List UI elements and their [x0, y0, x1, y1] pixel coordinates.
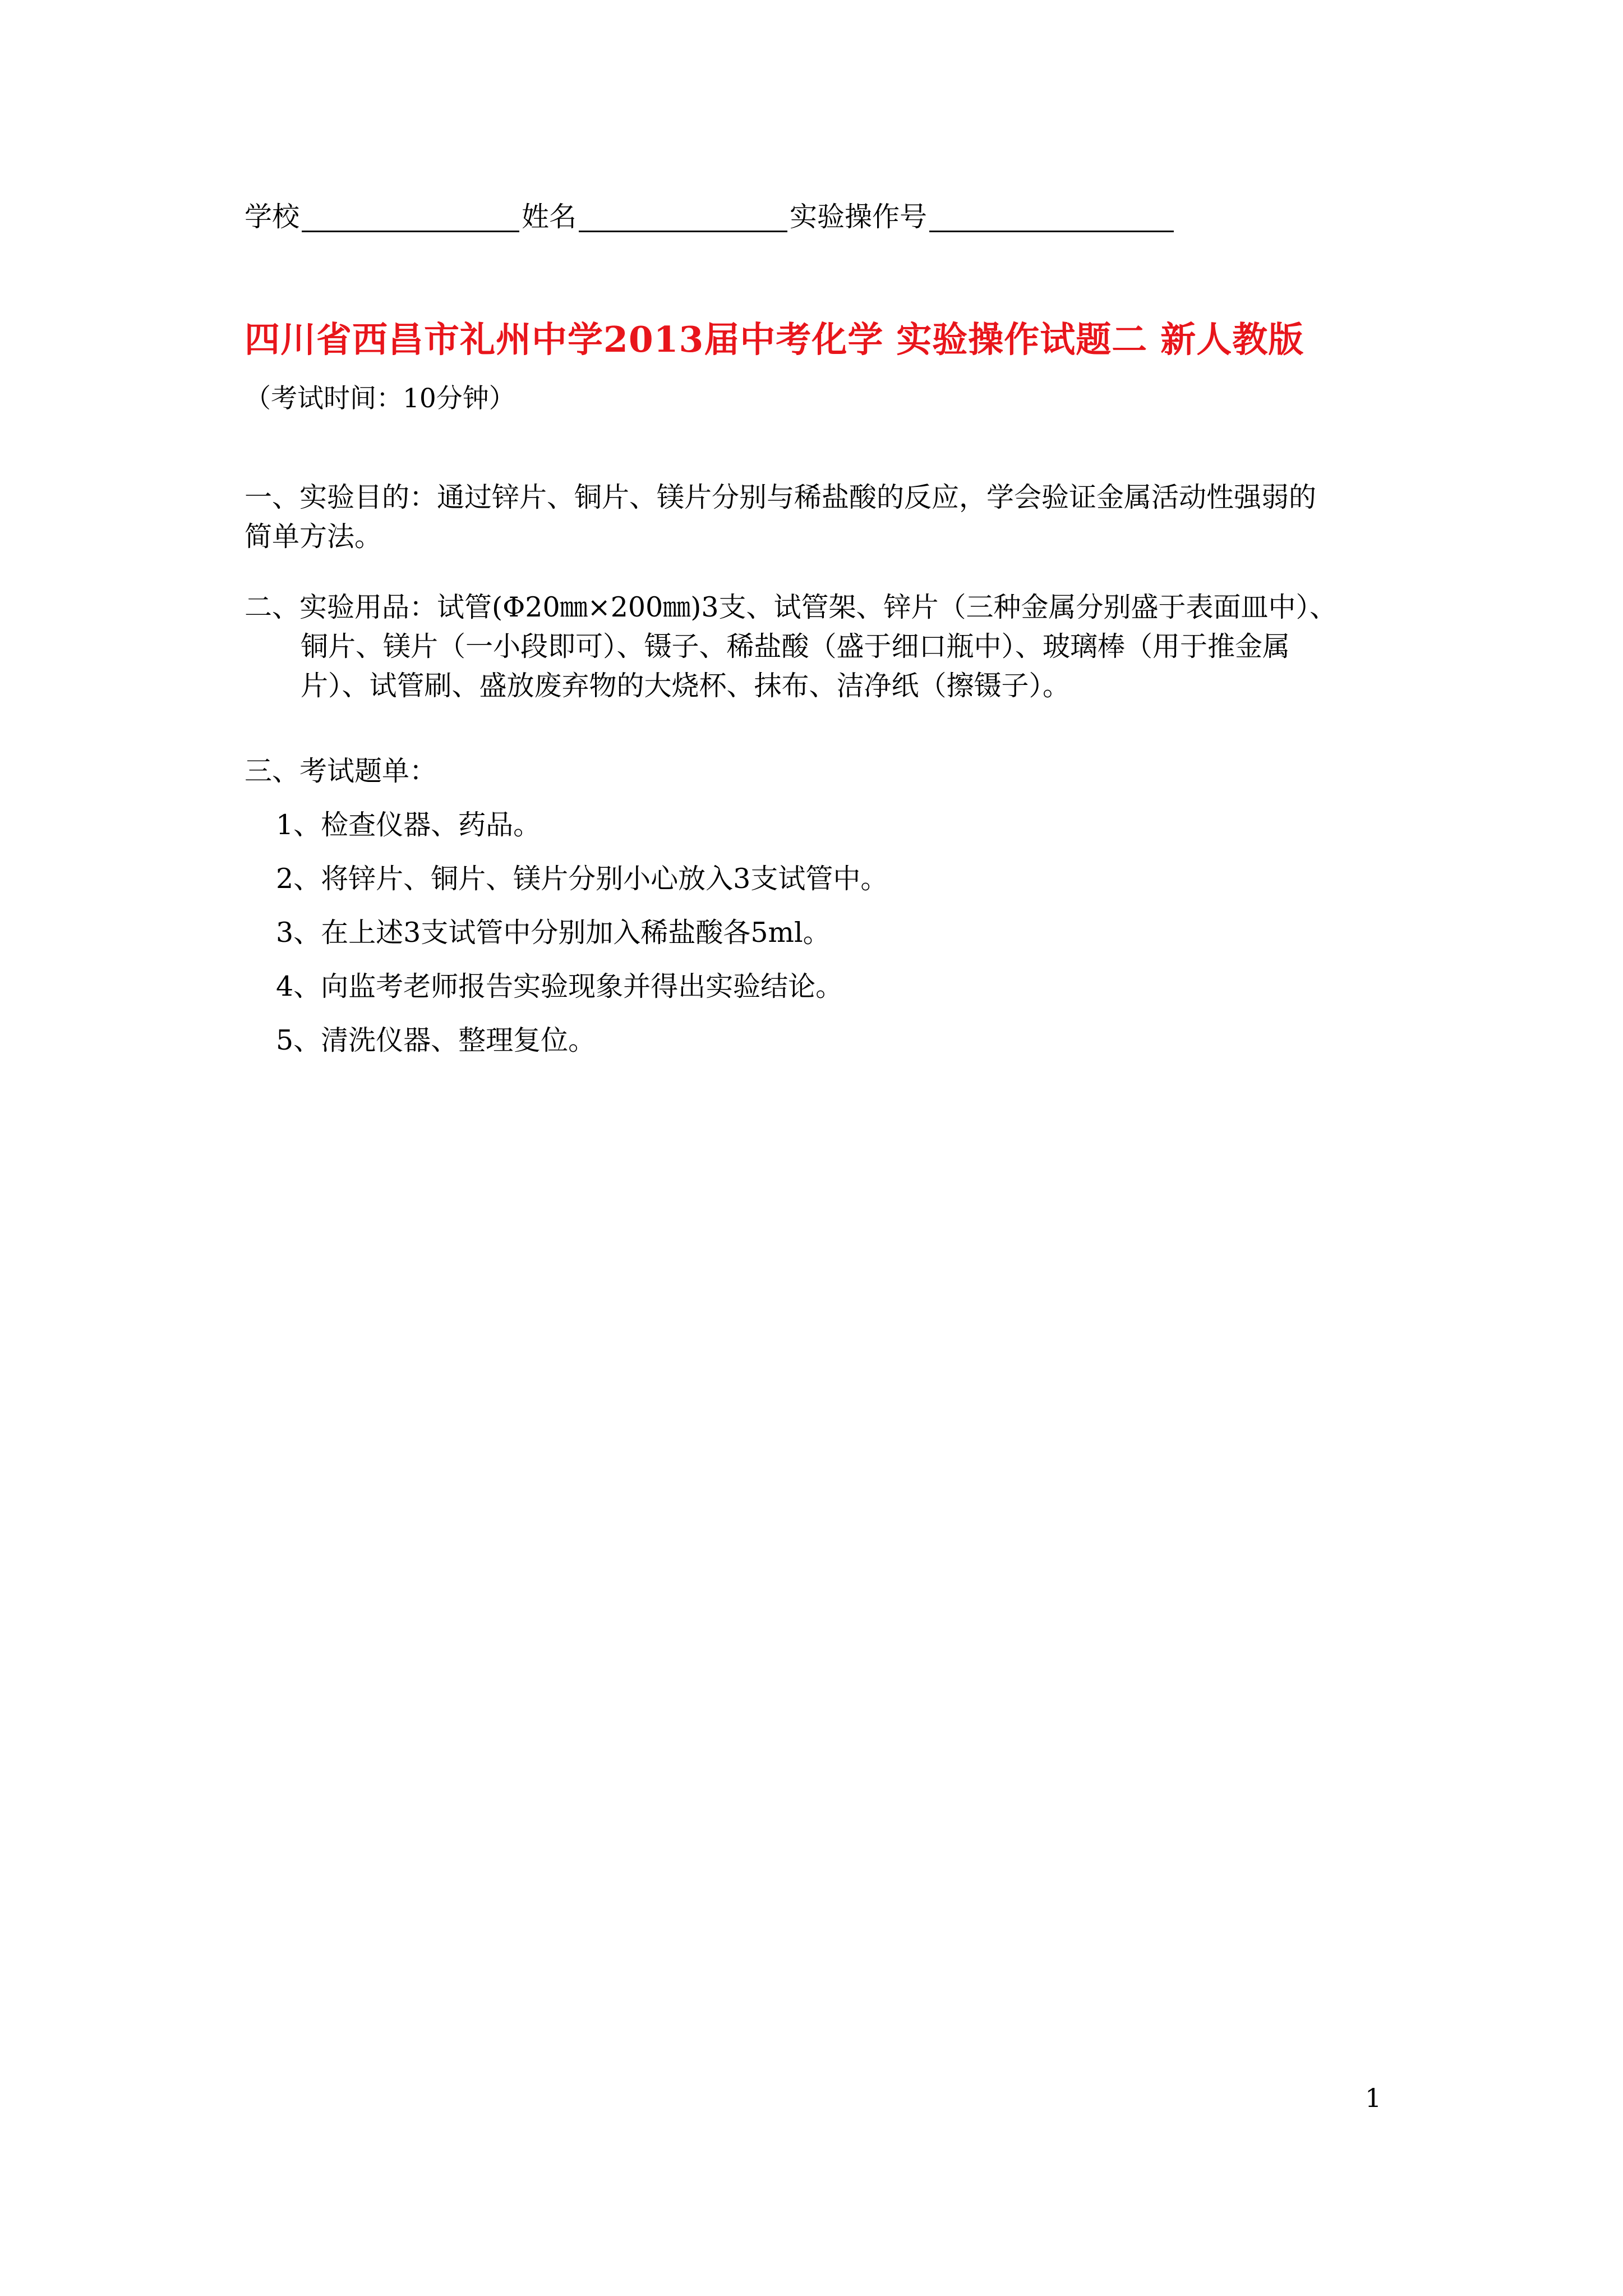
- question-item: 5、清洗仪器、整理复位。: [276, 1024, 596, 1056]
- exam-time: （考试时间：10分钟）: [245, 383, 515, 414]
- supplies-line-3: 片）、试管刷、盛放废弃物的大烧杯、抹布、洁净纸（擦镊子）。: [301, 670, 1071, 702]
- questions-heading: 三、考试题单：: [245, 755, 437, 787]
- purpose-line-1: 一、实验目的：通过锌片、铜片、镁片分别与稀盐酸的反应，学会验证金属活动性强弱的: [245, 481, 1317, 513]
- section-supplies: [245, 588, 1400, 706]
- question-item: 1、检查仪器、药品。: [276, 809, 541, 841]
- name-label: 姓名: [522, 201, 577, 233]
- question-item: 3、在上述3支试管中分别加入稀盐酸各5ml。: [276, 917, 831, 949]
- supplies-line-1: 二、实验用品：试管(Φ20㎜×200㎜)3支、试管架、锌片（三种金属分别盛于表面皿中）、: [245, 591, 1338, 623]
- page-number: 1: [1365, 2083, 1382, 2113]
- section-purpose: [245, 478, 1377, 556]
- document-title: 四川省西昌市礼州中学2013届中考化学 实验操作试题二 新人教版: [245, 319, 1304, 360]
- school-blank[interactable]: [302, 201, 519, 232]
- operation-number-blank[interactable]: [929, 201, 1174, 232]
- question-item: 4、向监考老师报告实验现象并得出实验结论。: [276, 970, 843, 1002]
- name-blank[interactable]: [579, 201, 787, 232]
- student-info-line: [245, 197, 1176, 237]
- supplies-line-2: 铜片、镁片（一小段即可）、镊子、稀盐酸（盛于细口瓶中）、玻璃棒（用于推金属: [301, 631, 1290, 662]
- question-item: 2、将锌片、铜片、镁片分别小心放入3支试管中。: [276, 863, 888, 895]
- operation-number-label: 实验操作号: [790, 201, 928, 233]
- purpose-line-2: 简单方法。: [245, 521, 382, 553]
- school-label: 学校: [245, 201, 300, 233]
